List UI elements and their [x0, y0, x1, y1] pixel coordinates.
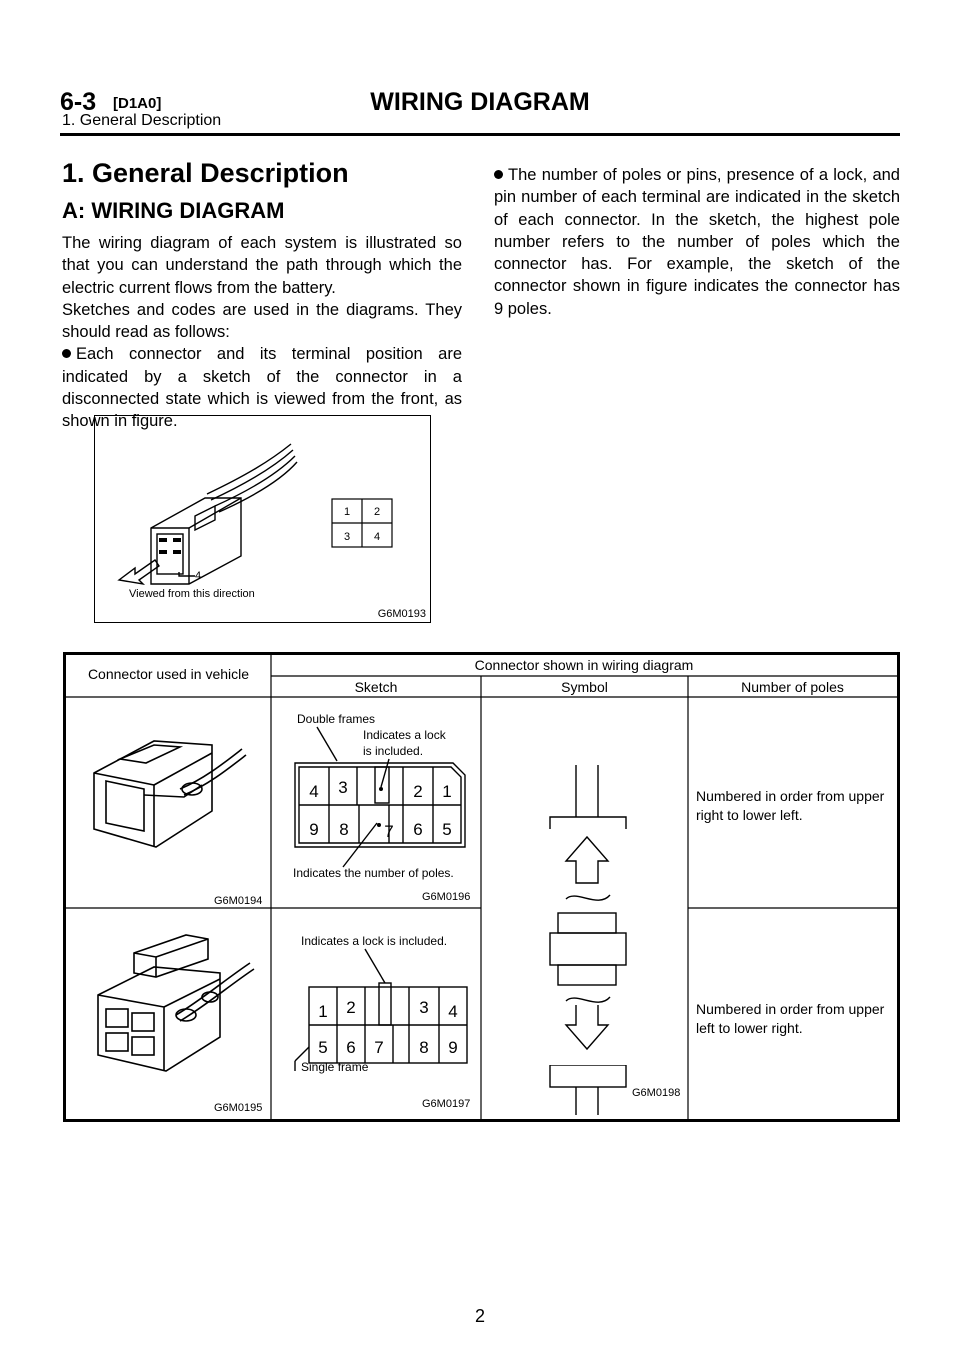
bullet-icon [494, 170, 503, 179]
pin-label: 1 [343, 506, 351, 518]
photo-code-2: G6M0195 [214, 1102, 263, 1114]
figure-connector-view [94, 415, 431, 623]
header-number-of-poles: Number of poles [741, 679, 844, 695]
label-lock-line2: is included. [363, 744, 424, 758]
figure-code: G6M0193 [377, 608, 426, 620]
intro-paragraph [62, 232, 462, 433]
sketch-double-frame [273, 701, 479, 901]
header-connector-vehicle: Connector used in vehicle [87, 666, 250, 682]
figure-callout-number: 4 [195, 570, 202, 582]
symbol-code: G6M0198 [632, 1087, 681, 1099]
wiring-symbol [536, 765, 646, 1065]
pin-label: 2 [373, 506, 381, 518]
connector-photo-2 [90, 923, 266, 1091]
bullet-text-poles: The number of poles or pins, presence of a lock, and pin number of each terminal are indicated in the sketch of each connector. In the sketch, the highest pole number refers to the number of poles which the connector has. For example, the sketch of the connector shown in figure indicates the connector has 9 poles. [494, 166, 900, 318]
pin-label: 8 [339, 820, 349, 839]
heading-wiring-diagram: A: WIRING DIAGRAM [62, 198, 285, 223]
label-number-of-poles: Indicates the number of poles. [293, 866, 454, 880]
pin-label: 4 [373, 531, 381, 543]
bullet-text-connector: Each connector and its terminal position are indicated by a sketch of the connector in a disconnected state which is viewed from the front, as shown in figure. [62, 345, 462, 431]
pin-label: 7 [374, 1038, 384, 1057]
pin-label: 6 [413, 820, 423, 839]
section-number: 6-3 [60, 88, 97, 116]
page-number: 2 [474, 1306, 485, 1326]
pin-label: 9 [309, 820, 319, 839]
bullet-icon [62, 349, 71, 358]
note-upper-left: Numbered in order from upper left to lower right. [696, 1001, 885, 1036]
figure-view-label: Viewed from this direction [129, 588, 255, 600]
poles-paragraph [494, 164, 900, 320]
pin-label: 1 [318, 1002, 328, 1021]
wiring-symbol-bottom [536, 1065, 646, 1115]
header-rule [60, 133, 900, 136]
photo-code-1: G6M0194 [214, 895, 263, 907]
pin-label: 3 [419, 998, 429, 1017]
sketch-code-2: G6M0197 [422, 1098, 471, 1110]
pin-label: 2 [346, 998, 356, 1017]
pin-label: 4 [309, 782, 319, 801]
pin-label: 5 [442, 820, 452, 839]
label-single-frame: Single frame [301, 1060, 369, 1074]
connector-photo-1 [84, 719, 264, 869]
page-title: WIRING DIAGRAM [370, 88, 590, 116]
connector-illustration [95, 416, 430, 622]
intro-text-2: Sketches and codes are used in the diagrams. They should read as follows: [62, 300, 462, 342]
page-subtitle: 1. General Description [62, 112, 222, 129]
header-symbol: Symbol [561, 679, 608, 695]
label-double-frames: Double frames [297, 712, 376, 726]
note-upper-right: Numbered in order from upper right to lower left. [696, 788, 885, 823]
intro-text-1: The wiring diagram of each system is illustrated so that you can understand the path through which the electric current flows from the battery. [62, 234, 462, 297]
pin-label: 3 [338, 778, 348, 797]
sketch-code-1: G6M0196 [422, 891, 471, 903]
header-sketch: Sketch [354, 679, 398, 695]
heading-general-description: 1. General Description [62, 158, 349, 188]
section-code: [D1A0] [113, 95, 162, 112]
connector-table [63, 652, 900, 1122]
header-connector-diagram: Connector shown in wiring diagram [474, 657, 694, 673]
pin-label: 1 [442, 782, 452, 801]
sketch-single-frame [273, 923, 479, 1097]
pin-label: 5 [318, 1038, 328, 1057]
label-lock-included: Indicates a lock is included. [301, 934, 448, 948]
label-lock-line1: Indicates a lock [363, 728, 446, 742]
pin-label: 3 [343, 531, 351, 543]
pin-label: 8 [419, 1038, 429, 1057]
pin-label: 2 [413, 782, 423, 801]
pin-label: 6 [346, 1038, 356, 1057]
pin-label: 9 [448, 1038, 458, 1057]
pin-label: 7 [384, 822, 394, 841]
pin-label: 4 [448, 1002, 458, 1021]
